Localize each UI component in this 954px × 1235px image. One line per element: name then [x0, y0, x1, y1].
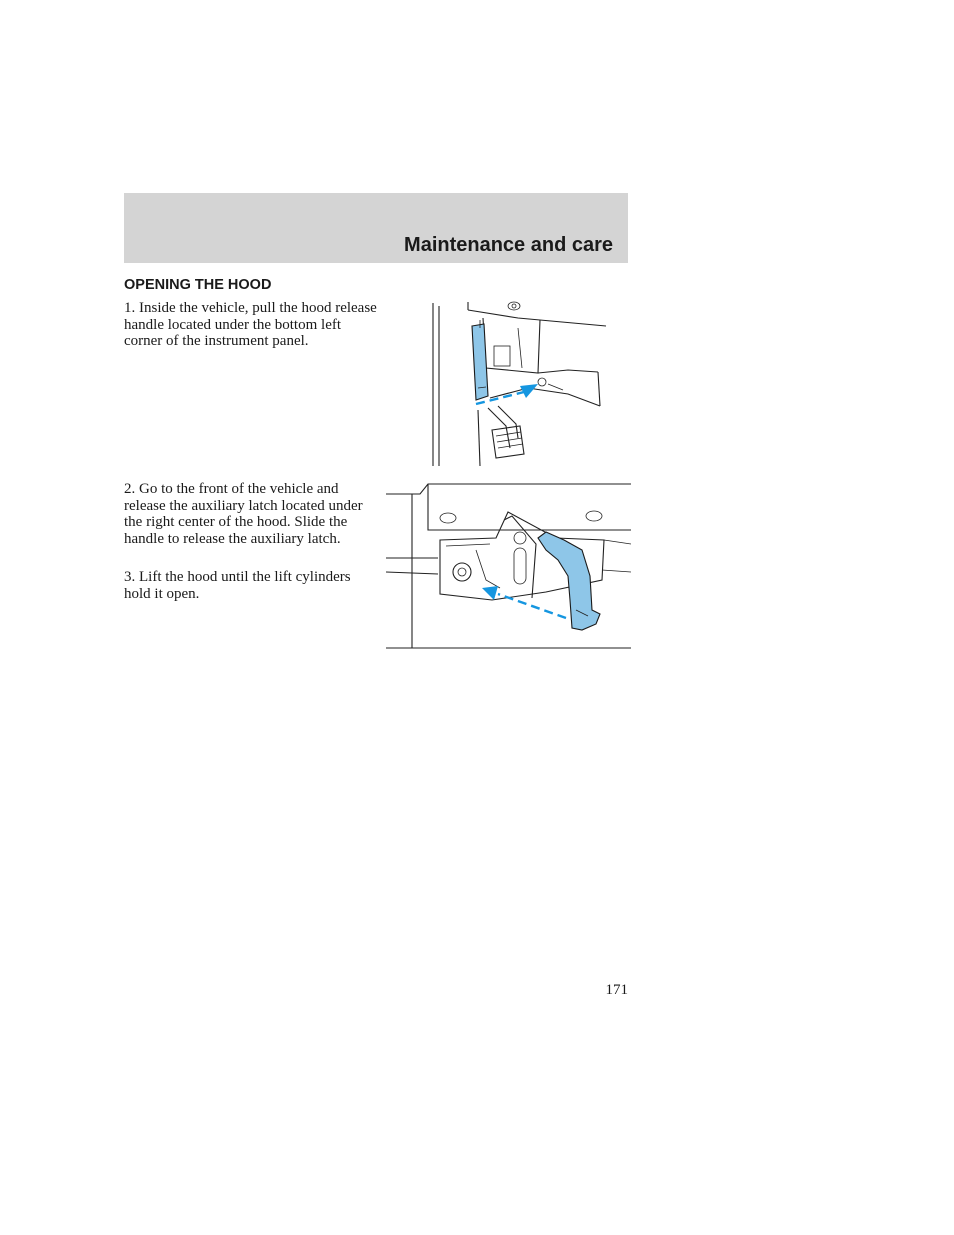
page-section-title: Maintenance and care	[404, 234, 613, 256]
auxiliary-latch-illustration	[386, 480, 631, 650]
hood-release-handle-illustration	[428, 298, 608, 466]
auxiliary-latch-drawing	[386, 480, 631, 650]
hood-release-handle-drawing	[428, 298, 608, 466]
step-1-text: 1. Inside the vehicle, pull the hood release handle located under the bottom left corner of the instrument panel.	[124, 300, 377, 349]
section-heading: OPENING THE HOOD	[124, 277, 272, 293]
page-number: 171	[605, 982, 628, 998]
step-3-text: 3. Lift the hood until the lift cylinders hold it open.	[124, 569, 351, 602]
header-band	[124, 193, 628, 263]
step-2-text: 2. Go to the front of the vehicle and release the auxiliary latch located under the right center of the hood. Slide the handle to release the auxiliary latch.	[124, 481, 363, 547]
